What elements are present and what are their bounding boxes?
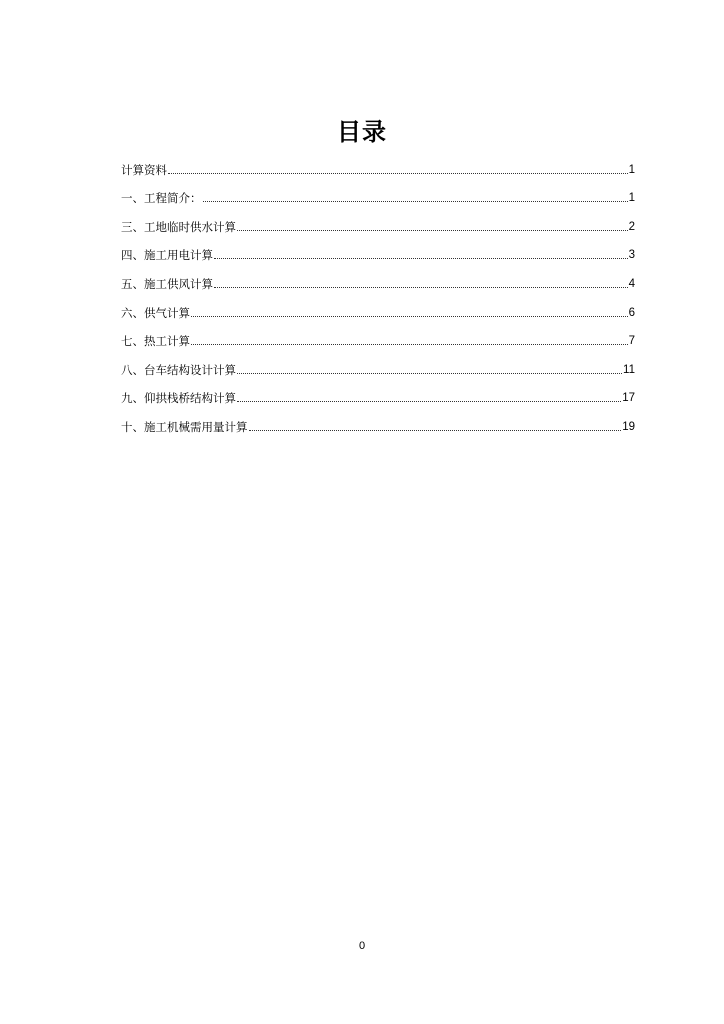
toc-entry[interactable] — [121, 291, 635, 320]
toc-entry-label: 八、台车结构设计计算 — [121, 362, 236, 377]
toc-list — [121, 148, 635, 434]
toc-leader-dots — [214, 286, 628, 288]
toc-entry-page: 1 — [628, 192, 635, 205]
toc-leader-dots — [237, 400, 621, 402]
toc-entry-label: 七、热工计算 — [121, 334, 190, 349]
toc-entry-page: 19 — [622, 420, 635, 433]
toc-entry-label: 四、施工用电计算 — [121, 248, 213, 263]
toc-entry[interactable] — [121, 377, 635, 406]
toc-title: 目录 — [337, 118, 387, 146]
toc-entry[interactable] — [121, 177, 635, 206]
toc-entry-page: 1 — [628, 163, 635, 176]
toc-entry-label: 计算资料 — [121, 162, 167, 177]
toc-entry-page: 17 — [622, 392, 635, 405]
toc-entry[interactable] — [121, 405, 635, 434]
toc-entry-label: 五、施工供风计算 — [121, 276, 213, 291]
toc-entry-page: 6 — [628, 306, 635, 319]
toc-entry-page: 3 — [628, 249, 635, 262]
toc-entry[interactable] — [121, 205, 635, 234]
toc-entry-page: 2 — [628, 220, 635, 233]
toc-leader-dots — [191, 315, 628, 317]
toc-leader-dots — [237, 229, 628, 231]
toc-entry-label: 九、仰拱栈桥结构计算 — [121, 391, 236, 406]
toc-leader-dots — [168, 172, 628, 174]
toc-entry[interactable] — [121, 348, 635, 377]
toc-entry-label: 三、工地临时供水计算 — [121, 219, 236, 234]
toc-entry-label: 六、供气计算 — [121, 305, 190, 320]
toc-entry[interactable] — [121, 234, 635, 263]
toc-entry-label: 十、施工机械需用量计算 — [121, 419, 248, 434]
toc-entry-page: 11 — [623, 363, 635, 376]
toc-entry[interactable] — [121, 148, 635, 177]
toc-entry[interactable] — [121, 262, 635, 291]
page-number: 0 — [358, 940, 366, 952]
toc-leader-dots — [191, 343, 628, 345]
toc-leader-dots — [203, 200, 628, 202]
toc-entry-page: 4 — [628, 277, 635, 290]
toc-leader-dots — [237, 372, 622, 374]
toc-entry-page: 7 — [628, 335, 635, 348]
toc-entry-label: 一、工程简介： — [121, 191, 202, 206]
toc-leader-dots — [249, 429, 622, 431]
toc-leader-dots — [214, 257, 628, 259]
toc-entry[interactable] — [121, 320, 635, 349]
